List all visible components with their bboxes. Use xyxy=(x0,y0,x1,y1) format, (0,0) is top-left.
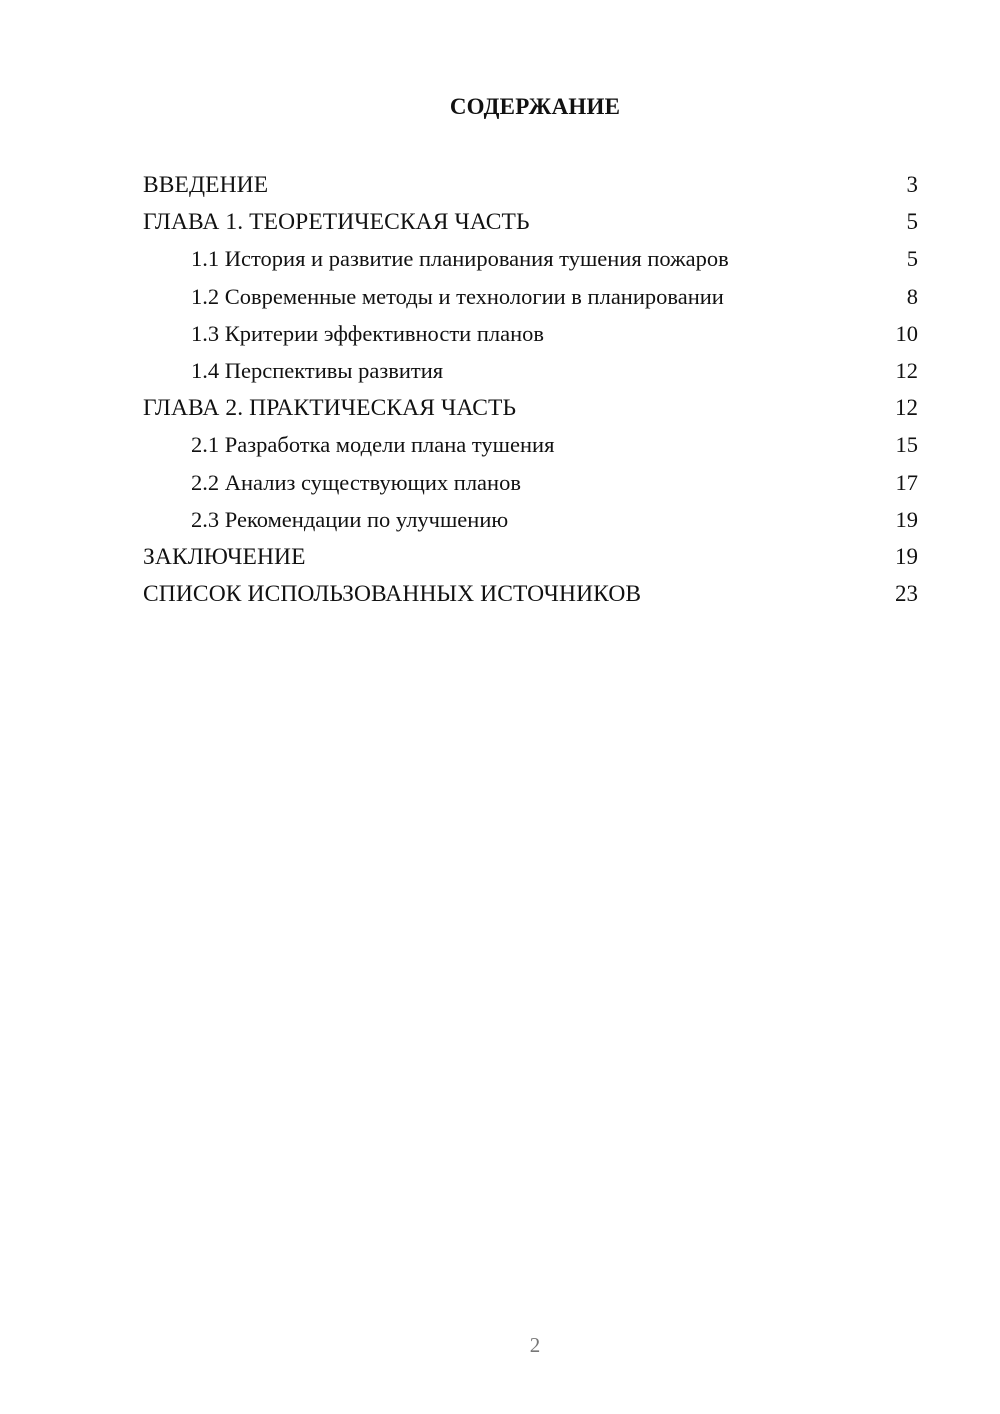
toc-subentry xyxy=(143,352,918,389)
toc-entry xyxy=(143,166,918,203)
toc-subentry-page: 15 xyxy=(895,432,918,458)
toc-subentry-page: 19 xyxy=(895,506,918,532)
toc-subentry-page: 10 xyxy=(895,320,918,346)
toc-subentry-label: 1.2 Современные методы и технологии в планировании xyxy=(191,283,724,309)
toc-entry-page: 5 xyxy=(906,209,918,235)
toc-entry-page: 12 xyxy=(895,395,918,421)
toc-subentry-label: 2.2 Анализ существующих планов xyxy=(191,469,521,495)
toc-entry-label: СПИСОК ИСПОЛЬЗОВАННЫХ ИСТОЧНИКОВ xyxy=(143,581,642,608)
toc-entry xyxy=(143,538,918,575)
toc-subentry xyxy=(143,315,918,352)
toc-subentry xyxy=(143,426,918,463)
toc-entry-page: 3 xyxy=(906,172,918,197)
page-number: 2 xyxy=(529,1333,541,1357)
toc-subentry-label: 2.1 Разработка модели плана тушения xyxy=(191,432,555,458)
table-of-contents xyxy=(143,166,918,612)
toc-subentry xyxy=(143,240,918,277)
toc-subentry-page: 5 xyxy=(906,246,918,272)
toc-entry xyxy=(143,389,918,426)
toc-entry-page: 19 xyxy=(895,543,918,569)
toc-subentry-page: 12 xyxy=(895,357,918,383)
toc-subentry-label: 1.4 Перспективы развития xyxy=(191,357,444,383)
toc-subentry-label: 1.3 Критерии эффективности планов xyxy=(191,320,545,346)
toc-entry-label: ГЛАВА 2. ПРАКТИЧЕСКАЯ ЧАСТЬ xyxy=(143,395,517,422)
toc-entry-page: 23 xyxy=(895,581,918,607)
toc-subentry-page: 8 xyxy=(906,283,918,309)
toc-subentry-label: 2.3 Рекомендации по улучшению xyxy=(191,506,509,532)
toc-entry-label: ГЛАВА 1. ТЕОРЕТИЧЕСКАЯ ЧАСТЬ xyxy=(143,209,530,236)
toc-entry xyxy=(143,203,918,240)
toc-title: СОДЕРЖАНИЕ xyxy=(449,94,621,119)
toc-subentry xyxy=(143,501,918,538)
toc-subentry xyxy=(143,464,918,501)
toc-subentry-label: 1.1 История и развитие планирования тушения пожаров xyxy=(191,246,729,272)
toc-entry-label: ВВЕДЕНИЕ xyxy=(143,172,269,198)
toc-entry-label: ЗАКЛЮЧЕНИЕ xyxy=(143,543,306,570)
toc-subentry-page: 17 xyxy=(895,469,918,495)
toc-subentry xyxy=(143,278,918,315)
toc-entry xyxy=(143,575,918,612)
